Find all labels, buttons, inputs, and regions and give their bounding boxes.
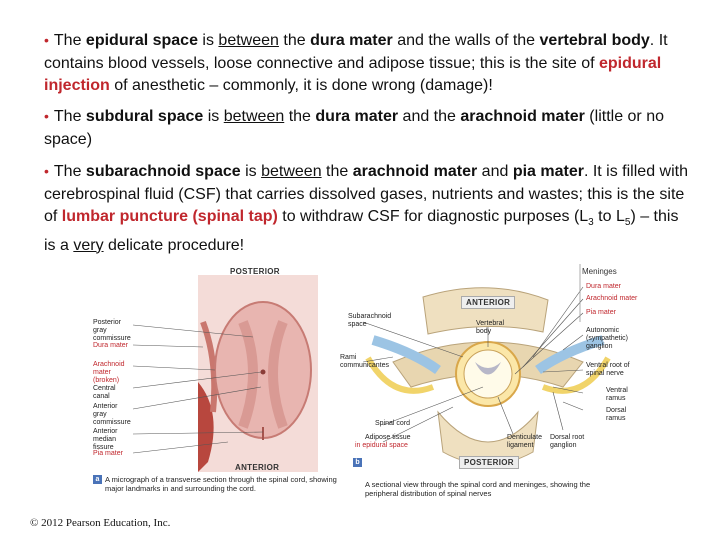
label-dorsal-root-ganglion: Dorsal root ganglion: [550, 434, 585, 449]
label-autonomic-ganglion: Autonomic (sympathetic) ganglion: [586, 327, 629, 350]
panel-a-badge: a: [93, 475, 102, 484]
bullet-dot-icon: •: [44, 108, 49, 124]
term-subdural-space: subdural space: [85, 108, 204, 125]
term-epidural-injection: epidural injection: [44, 54, 662, 94]
label-anterior-median-fissure: Anterior median fissure: [93, 428, 118, 451]
term-subarachnoid-space: subarachnoid space: [85, 163, 241, 180]
meninges-pia-mater: Pia mater: [586, 309, 616, 316]
label-subarachnoid-space: Subarachnoid space: [348, 313, 392, 328]
label-dura-mater-a: Dura mater: [93, 342, 129, 349]
label-epidural-space: in epidural space: [355, 442, 408, 449]
label-denticulate-ligament: Denticulate ligament: [507, 434, 543, 449]
bullet-dot-icon: •: [44, 163, 49, 179]
label-vertebral-body: Vertebral body: [476, 320, 505, 335]
term-epidural-space: epidural space: [85, 32, 198, 49]
panel-b-anterior: ANTERIOR: [461, 296, 515, 309]
label-posterior-gray-commissure: Posterior gray commissure: [93, 319, 131, 342]
label-adipose-tissue: Adipose tissue: [365, 434, 411, 441]
label-dorsal-ramus: Dorsal ramus: [606, 407, 627, 422]
bullet-epidural: • The epidural space is between the dura mater and the walls of the vertebral body. It contains blood vessels, loose connective and adipose tissue; this is the site of epidural injection of anesthetic – commonly, it is done wrong (damage)!: [44, 32, 668, 94]
label-ventral-ramus: Ventral ramus: [606, 387, 628, 402]
label-anterior-gray-commissure: Anterior gray commissure: [93, 403, 131, 426]
meninges-dura-mater: Dura mater: [586, 283, 622, 290]
label-arachnoid-mater-a: Arachnoid mater (broken): [93, 361, 125, 384]
meninges-arachnoid-mater: Arachnoid mater: [586, 295, 638, 302]
central-canal: [261, 370, 266, 375]
panel-a-caption: A micrograph of a transverse section through the spinal cord, showing major landmarks in and surrounding the cord.: [105, 475, 337, 493]
label-ventral-root: Ventral root of spinal nerve: [586, 362, 630, 377]
label-pia-mater-a: Pia mater: [93, 450, 123, 457]
label-central-canal: Central canal: [93, 385, 116, 400]
term-lumbar-puncture: lumbar puncture (spinal tap): [61, 208, 278, 225]
copyright: © 2012 Pearson Education, Inc.: [30, 517, 171, 529]
panel-b-caption: A sectional view through the spinal cord and meninges, showing the peripheral distribution of spinal nerves: [365, 480, 591, 498]
bullet-dot-icon: •: [44, 32, 49, 48]
panel-b-posterior: POSTERIOR: [459, 456, 519, 469]
panel-a-anterior: ANTERIOR: [235, 463, 280, 472]
spinal-cord-figure: [93, 262, 683, 502]
bullet-subarachnoid: • The subarachnoid space is between the arachnoid mater and pia mater. It is filled with cerebrospinal fluid (CSF) that carries dissolved gases, nutrients and wastes; this is the site of lumbar puncture (spinal tap) to withdraw CSF for diagnostic purposes ($L_3$ to $L_5$) – this is a very delicate procedure!: [44, 163, 688, 254]
panel-b-badge: b: [353, 458, 362, 467]
bullet-subdural: • The subdural space is between the dura mater and the arachnoid mater (little or no space): [44, 108, 664, 148]
panel-a-posterior: POSTERIOR: [230, 267, 280, 276]
meninges-title: Meninges: [582, 267, 617, 276]
label-rami-communicantes: Rami communicantes: [340, 354, 390, 369]
label-spinal-cord: Spinal cord: [375, 420, 411, 427]
